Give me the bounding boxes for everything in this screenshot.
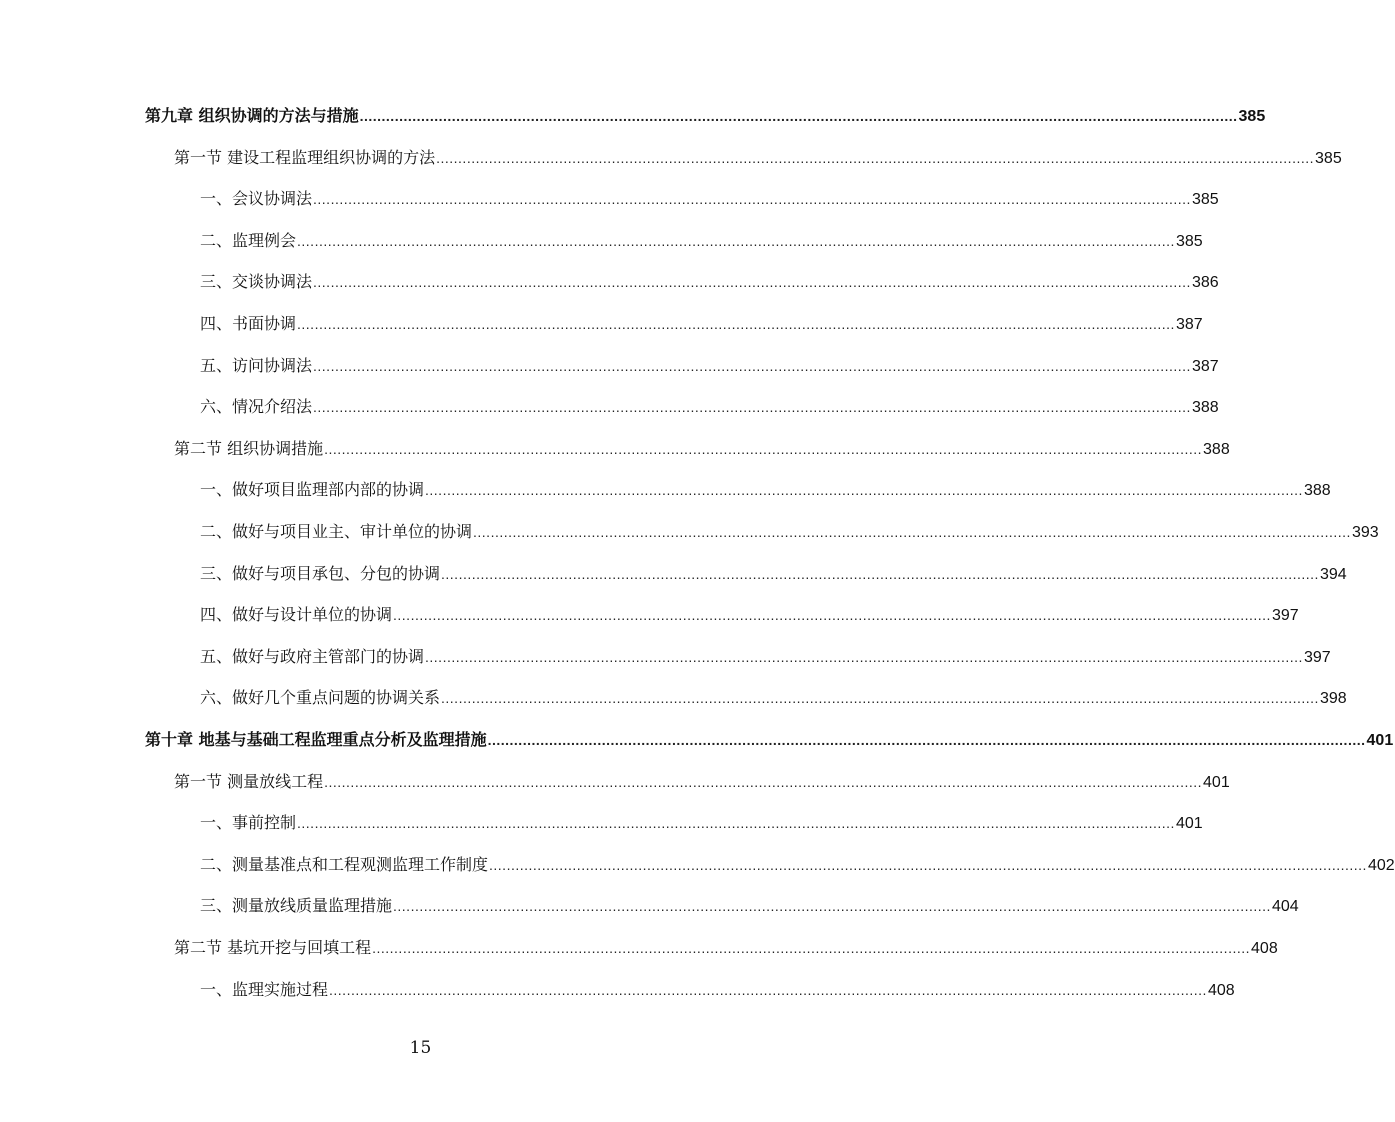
dot-leader: ........................................................................................................................................................................................................	[297, 232, 1175, 249]
dot-leader: ........................................................................................................................................................................................................	[372, 940, 1251, 956]
toc-entry-page: 385	[1315, 149, 1342, 167]
page-number: 15	[409, 1038, 432, 1058]
toc-entry-page: 404	[1271, 898, 1299, 916]
dot-leader: ........................................................................................................................................................................................................	[297, 815, 1175, 832]
dot-leader: ........................................................................................................................................................................................................	[436, 149, 1315, 166]
toc-entry-page: 408	[1251, 940, 1278, 957]
toc-entry-page: 388	[1303, 482, 1331, 500]
toc-entry-title: 三、做好与项目承包、分包的协调	[200, 563, 441, 583]
dot-leader: ........................................................................................................................................................................................................	[313, 274, 1191, 291]
toc-entry[interactable]	[174, 146, 1342, 170]
dot-leader: ........................................................................................................................................................................................................	[313, 357, 1191, 374]
toc-entry[interactable]	[200, 811, 1203, 835]
dot-leader: ........................................................................................................................................................................................................	[313, 191, 1191, 208]
toc-entry-page: 385	[1238, 108, 1266, 125]
dot-leader: ........................................................................................................................................................................................................	[489, 856, 1367, 873]
toc-entry-title: 第二节 组织协调措施	[174, 438, 324, 458]
toc-entry[interactable]	[200, 229, 1203, 253]
toc-entry-page: 397	[1271, 607, 1299, 625]
toc-entry-title: 四、做好与设计单位的协调	[200, 605, 393, 625]
toc-entry[interactable]	[200, 520, 1379, 544]
toc-entry-page: 401	[1366, 732, 1394, 749]
toc-entry[interactable]	[145, 728, 1394, 752]
dot-leader: ........................................................................................................................................................................................................	[487, 732, 1366, 748]
dot-leader: ........................................................................................................................................................................................................	[359, 108, 1238, 124]
toc-entry-page: 401	[1203, 773, 1230, 791]
toc-entry-title: 第一节 建设工程监理组织协调的方法	[174, 147, 436, 167]
dot-leader: ........................................................................................................................................................................................................	[393, 898, 1271, 915]
toc-entry-title: 第一节 测量放线工程	[174, 771, 324, 791]
toc-entry[interactable]	[200, 395, 1219, 419]
toc-entry-title: 第十章 地基与基础工程监理重点分析及监理措施	[145, 730, 487, 749]
toc-entry[interactable]	[200, 312, 1203, 336]
dot-leader: ........................................................................................................................................................................................................	[324, 773, 1203, 790]
toc-entry[interactable]	[174, 936, 1278, 960]
dot-leader: ........................................................................................................................................................................................................	[313, 399, 1191, 416]
toc-entry-title: 四、书面协调	[200, 314, 297, 333]
toc-entry-page: 394	[1319, 565, 1347, 583]
toc-entry[interactable]	[200, 645, 1331, 669]
dot-leader: ........................................................................................................................................................................................................	[329, 981, 1207, 998]
toc-entry-title: 六、做好几个重点问题的协调关系	[200, 688, 441, 708]
toc-entry-page: 385	[1191, 191, 1219, 209]
dot-leader: ........................................................................................................................................................................................................	[473, 524, 1351, 540]
toc-entry[interactable]	[200, 978, 1235, 1002]
toc-entry-page: 402	[1367, 856, 1395, 874]
toc-entry-title: 一、事前控制	[200, 813, 297, 833]
toc-entry-title: 二、测量基准点和工程观测监理工作制度	[200, 854, 489, 874]
toc-entry-page: 385	[1175, 232, 1203, 250]
toc-entry-page: 398	[1319, 690, 1347, 708]
toc-entry-title: 一、会议协调法	[200, 189, 313, 209]
toc-entry[interactable]	[174, 770, 1230, 794]
toc-entry-page: 386	[1191, 274, 1219, 292]
toc-entry-page: 388	[1191, 399, 1219, 417]
toc-entry-page: 387	[1191, 357, 1219, 375]
toc-entry[interactable]	[200, 187, 1219, 211]
toc-entry-title: 二、监理例会	[200, 230, 297, 250]
toc-entry[interactable]	[200, 603, 1299, 627]
toc-entry-page: 387	[1175, 316, 1203, 333]
dot-leader: ........................................................................................................................................................................................................	[324, 440, 1203, 457]
toc-entry[interactable]	[174, 437, 1230, 461]
toc-entry[interactable]	[200, 354, 1219, 378]
dot-leader: ........................................................................................................................................................................................................	[393, 607, 1271, 624]
toc-entry-title: 第二节 基坑开挖与回填工程	[174, 938, 372, 957]
toc-entry[interactable]	[200, 478, 1331, 502]
toc-entry-title: 二、做好与项目业主、审计单位的协调	[200, 522, 473, 541]
dot-leader: ........................................................................................................................................................................................................	[425, 648, 1303, 665]
toc-entry-page: 401	[1175, 815, 1203, 833]
toc-entry-title: 一、监理实施过程	[200, 979, 329, 999]
toc-entry-page: 388	[1203, 440, 1230, 458]
toc-entry[interactable]	[200, 562, 1347, 586]
toc-entry[interactable]	[145, 104, 1266, 128]
toc-entry-title: 三、测量放线质量监理措施	[200, 896, 393, 916]
dot-leader: ........................................................................................................................................................................................................	[441, 565, 1319, 582]
toc-entry-title: 一、做好项目监理部内部的协调	[200, 480, 425, 500]
toc-entry-title: 五、访问协调法	[200, 355, 313, 375]
toc-entry-page: 393	[1351, 524, 1379, 541]
toc-entry-page: 408	[1207, 981, 1235, 999]
toc-entry[interactable]	[200, 270, 1219, 294]
toc-entry[interactable]	[200, 853, 1395, 877]
toc-entry[interactable]	[200, 686, 1347, 710]
dot-leader: ........................................................................................................................................................................................................	[441, 690, 1319, 707]
toc-entry-title: 六、情况介绍法	[200, 397, 313, 417]
toc-entry-title: 五、做好与政府主管部门的协调	[200, 646, 425, 666]
dot-leader: ........................................................................................................................................................................................................	[425, 482, 1303, 499]
toc-entry[interactable]	[200, 894, 1299, 918]
dot-leader: ........................................................................................................................................................................................................	[297, 316, 1175, 332]
toc-entry-title: 三、交谈协调法	[200, 272, 313, 292]
toc-entry-title: 第九章 组织协调的方法与措施	[145, 106, 359, 125]
toc-entry-page: 397	[1303, 648, 1331, 666]
